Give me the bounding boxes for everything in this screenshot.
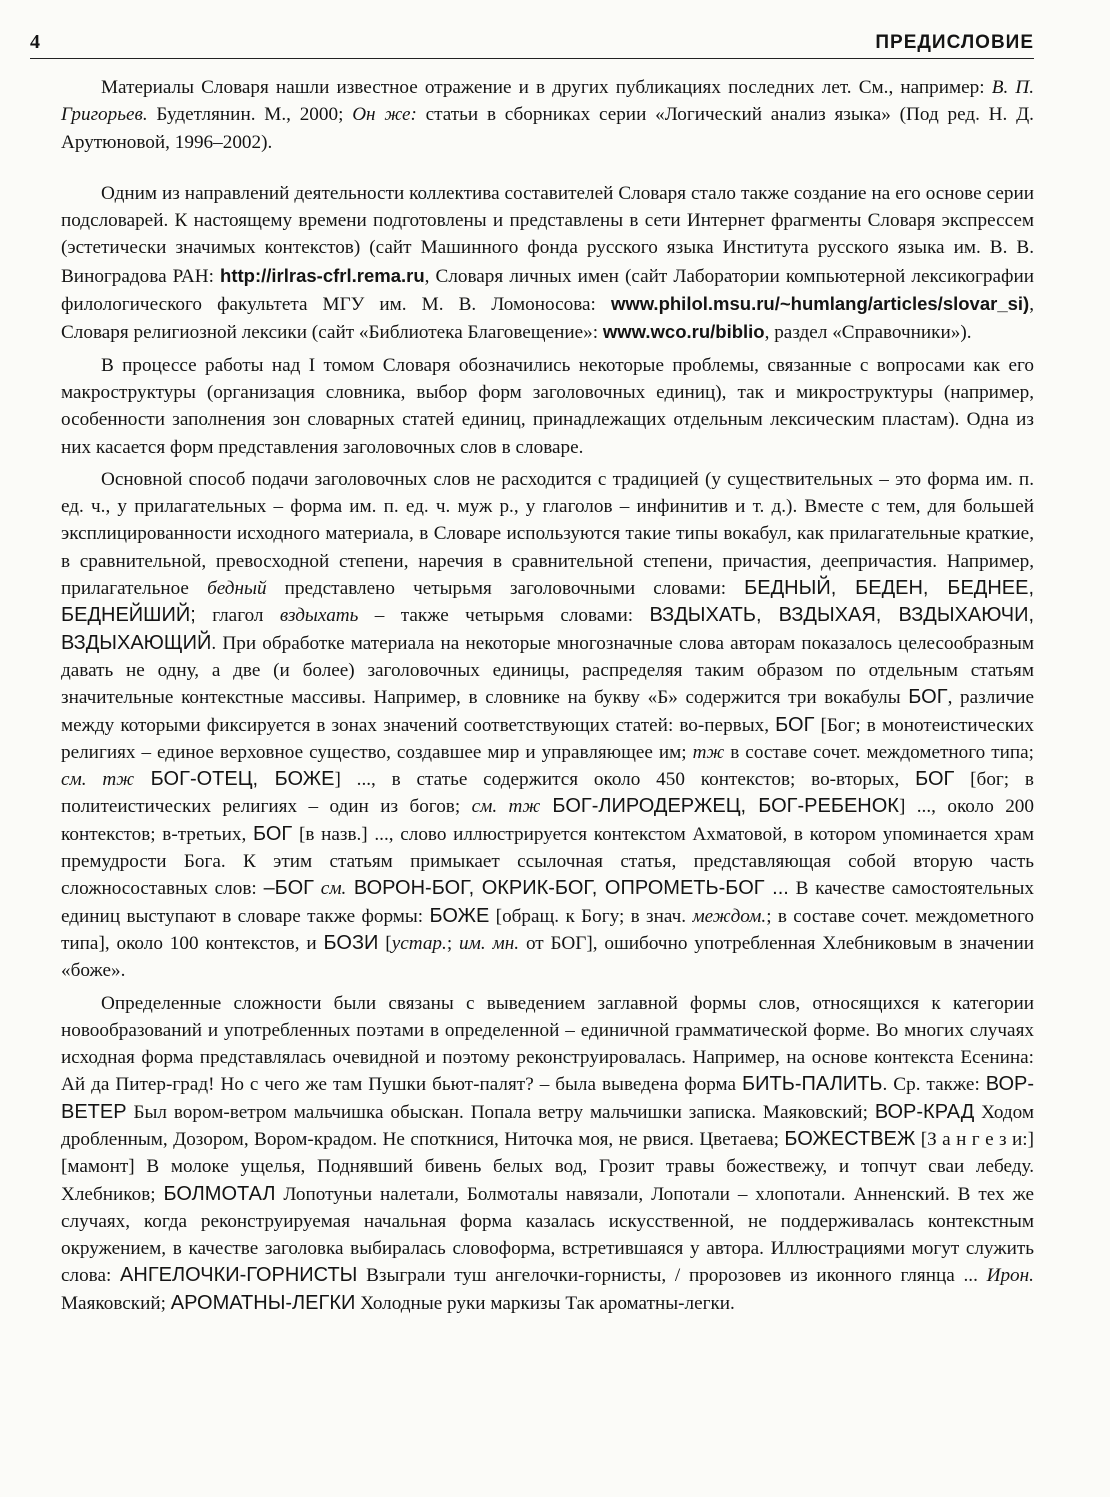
section-title: ПРЕДИСЛОВИЕ <box>875 32 1034 53</box>
running-header <box>30 30 1034 59</box>
page-number: 4 <box>30 31 40 53</box>
paragraph-3: В процессе работы над I томом Словаря обозначились некоторые проблемы, связанные с вопросами как его макроструктуры (организация словника, выбор форм заголовочных единиц), так и микроструктуры (например, особенности заполнения зон словарных статей единиц, принадлежащих отдельным лексическим пластам). Одна из них касается форм представления заголовочных слов в словаре. <box>61 354 1034 458</box>
body-text <box>61 74 1034 1317</box>
url-wco: www.wco.ru/biblio <box>602 321 765 343</box>
paragraph-1: Материалы Словаря нашли известное отражение и в других публикациях последних лет. См., например: В. П. Григорьев. Будетлянин. М., 2000; Он же: статьи в сборниках серии «Логический анализ языка» (Под ред. Н. Д. Арутюновой, 1996–2002). <box>61 77 1035 153</box>
paragraph-5: Определенные сложности были связаны с выведением заглавной формы слов, относящихся к категории новообразований и употребленных поэтами в определенной – единичной грамматической форме. Во многих случаях исходная форма представлялась очевидной и поэтому реконструировалась. Например, на основе контекста Есенина: Ай да Питер-град! Но с чего же там Пушки бьют-палят? – была выведена форма БИТЬ-ПАЛИТЬ. Ср. также: ВОР-ВЕТЕР Был вором-ветром мальчишка обыскан. Попала ветру мальчишки записка. Маяковский; ВОР-КРАД Ходом дробленным, Дозором, Вором-крадом. Не споткнися, Ниточка моя, не рвися. Цветаева; БОЖЕСТВЕЖ [З а н г е з и:] [мамонт] В молоке ущелья, Поднявший бивень белых вод, Грозит травы божествежу, и топчут сваи лебеду. Хлебников; БОЛМОТАЛ Лопотуньи налетали, Болмоталы навязали, Лопотали – хлопотали. Анненский. В тех же случаях, когда реконструируемая начальная форма казалась искусственной, не поддерживалась контекстным окружением, в качестве заголовка выбиралась словоформа, встретившаяся у автора. Иллюстрациями могут служить слова: АНГЕЛОЧКИ-ГОРНИСТЫ Взыграли туш ангелочки-горнисты, / пророзовев из иконного глянца ... Ирон. Маяковский; АРОМАТНЫ-ЛЕГКИ Холодные руки маркизы Так ароматны-легки. <box>61 992 1034 1314</box>
url-philol: www.philol.msu.ru/~humlang/articles/slovar_si) <box>610 293 1030 315</box>
paragraph-4: Основной способ подачи заголовочных слов не расходится с традицией (у существительных – это форма им. п. ед. ч., у прилагательных – форма им. п. ед. ч. муж р., у глаголов – инфинитив и т. д.). Вместе с тем, для большей эксплицированности исходного материала, в Словаре используются такие типы вокабул, как прилагательные краткие, в сравнительной, превосходной степени, наречия в сравнительной степени, причастия, деепричастия. Например, прилагательное бедный представлено четырьмя заголовочными словами: БЕДНЫЙ, БЕДЕН, БЕДНЕЕ, БЕДНЕЙШИЙ; глагол вздыхать – также четырьмя словами: ВЗДЫХАТЬ, ВЗДЫХАЯ, ВЗДЫХАЮЧИ, ВЗДЫХАЮЩИЙ. При обработке материала на некоторые многозначные слова авторам показалось целесообразным давать не одну, а две (и более) заголовочных единицы, распределяя таким образом по отдельным статьям значительные контекстные массивы. Например, в словнике на букву «Б» содержится три вокабулы БОГ, различие между которыми фиксируется в зонах значений соответствующих статей: во-первых, БОГ [Бог; в монотеистических религиях – единое верховное существо, создавшее мир и управляющее им; тж в составе сочет. междометного типа; см. тж БОГ-ОТЕЦ, БОЖЕ] ..., в статье содержится около 450 контекстов; во-вторых, БОГ [бог; в политеистических религиях – один из богов; см. тж БОГ-ЛИРОДЕРЖЕЦ, БОГ-РЕБЕНОК] ..., около 200 контекстов; в-третьих, БОГ [в назв.] ..., слово иллюстрируется контекстом Ахматовой, в котором упоминается храм премудрости Бога. К этим статьям примыкает ссылочная статья, представляющая собой вторую часть сложносоставных слов: –БОГ см. ВОРОН-БОГ, ОКРИК-БОГ, ОПРОМЕТЬ-БОГ ... В качестве самостоятельных единиц выступают в словаре также формы: БОЖЕ [обращ. к Богу; в знач. междом.; в составе сочет. междометного типа], около 100 контекстов, и БОЗИ [устар.; им. мн. от БОГ], ошибочно употребленная Хлебниковым в значении «боже». <box>61 468 1035 982</box>
url-irlras: http://irlras-cfrl.rema.ru <box>220 264 425 286</box>
paragraph-2: Одним из направлений деятельности коллектива составителей Словаря стало также создание на его основе серии подсловарей. К настоящему времени подготовлены и представлены в сети Интернет фрагменты Словаря экспрессем (эстетически значимых контекстов) (сайт Машинного фонда русского языка Института русского языка им. В. В. Виноградова РАН: http://irlras-cfrl.rema.ru, Словаря личных имен (сайт Лаборатории компьютерной лексикографии филологического факультета МГУ им. М. В. Ломоносова: www.philol.msu.ru/~humlang/articles/slovar_si), Словаря религиозной лексики (сайт «Библиотека Благовещение»: www.wco.ru/biblio, раздел «Справочники»). <box>61 182 1034 344</box>
